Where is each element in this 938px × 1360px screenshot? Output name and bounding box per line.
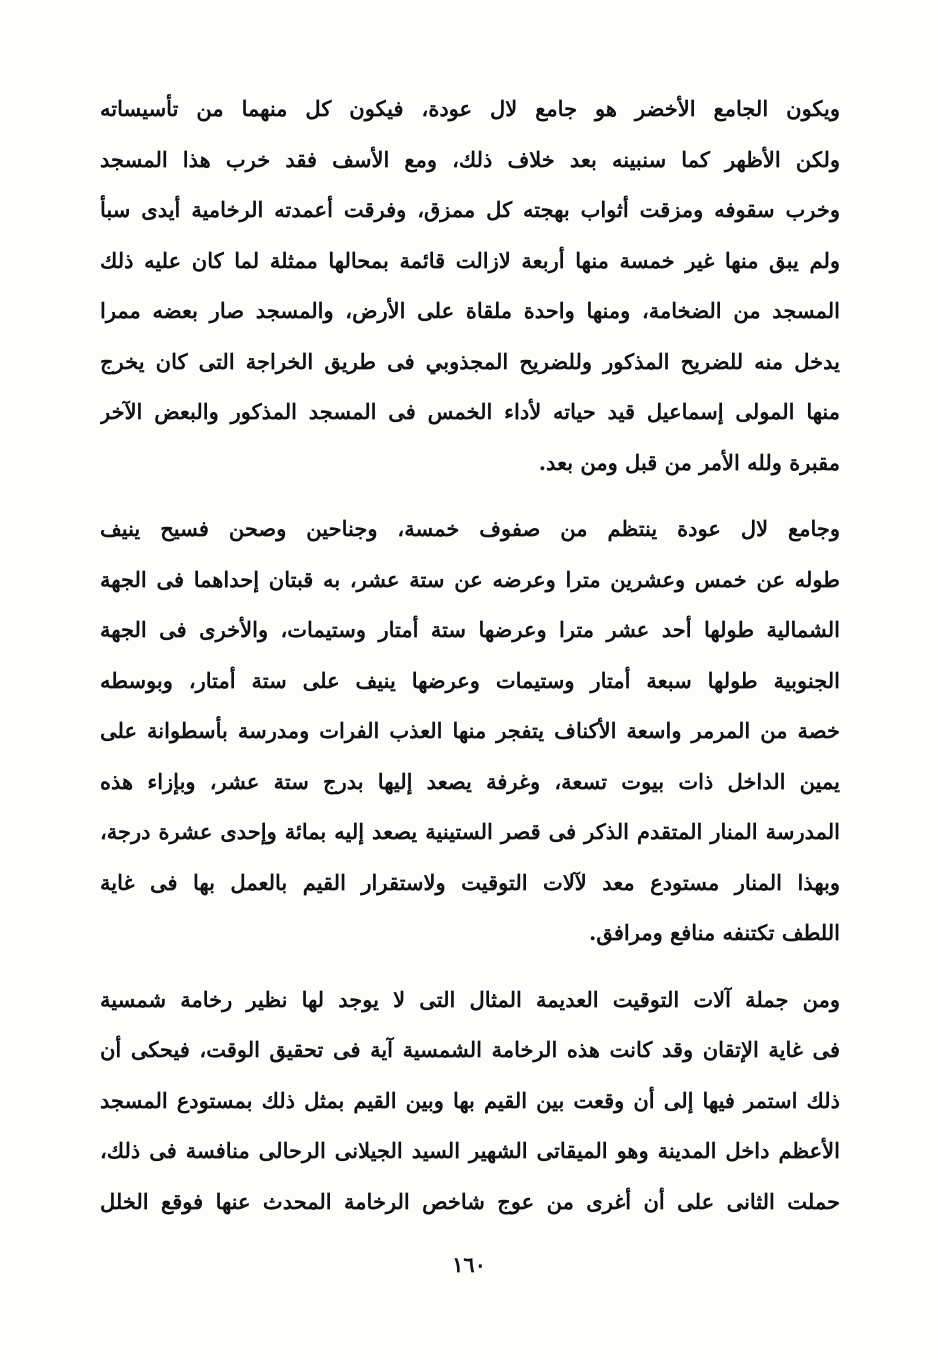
text-line: منها المولى إسماعيل قيد حياته لأداء الخمس فى المسجد المذكور والبعض الآخر bbox=[100, 399, 840, 424]
body-text bbox=[100, 84, 840, 1227]
text-line: وجامع لال عودة ينتظم من صفوف خمسة، وجناحين وصحن فسيح ينيف bbox=[100, 516, 840, 541]
paragraph-3 bbox=[100, 975, 840, 1228]
text-line: المسجد من الضخامة، ومنها واحدة ملقاة على الأرض، والمسجد صار بعضه ممرا bbox=[100, 298, 840, 323]
paragraph-2 bbox=[100, 504, 840, 959]
text-line: الأعظم داخل المدينة وهو الميقاتى الشهير السيد الجيلانى الرحالى منافسة فى ذلك، bbox=[100, 1138, 840, 1163]
text-line: ولكن الأظهر كما سنبينه بعد خلاف ذلك، ومع الأسف فقد خرب هذا المسجد bbox=[100, 146, 840, 172]
text-line: اللطف تكتنفه منافع ومرافق. bbox=[589, 920, 840, 945]
text-line: ومن جملة آلات التوقيت العديمة المثال التى لا يوجد لها نظير رخامة شمسية bbox=[100, 986, 840, 1012]
text-line: المدرسة المنار المتقدم الذكر فى قصر الستينية يصعد إليه بمائة وإحدى عشرة درجة، bbox=[100, 819, 840, 844]
paragraph-1 bbox=[100, 84, 840, 488]
page-number: ١٦٠ bbox=[452, 1252, 486, 1277]
text-line: يدخل منه للضريح المذكور وللضريح المجذوبي فى طريق الخراجة التى كان يخرج bbox=[100, 348, 840, 374]
text-line: طوله عن خمس وعشرين مترا وعرضه عن ستة عشر، به قبتان إحداهما فى الجهة bbox=[100, 566, 840, 592]
paragraph-spacer bbox=[100, 959, 840, 975]
text-line: ذلك استمر فيها إلى أن وقعت بين القيم بها وبين القيم بمثل ذلك بمستودع المسجد bbox=[100, 1087, 840, 1113]
text-line: الجنوبية طولها سبعة أمتار وستيمات وعرضها ينيف على ستة أمتار، وبوسطه bbox=[100, 667, 840, 693]
text-line: وخرب سقوفه ومزقت أثواب بهجته كل ممزق، وفرقت أعمدته الرخامية أيدى سبأ bbox=[100, 197, 840, 222]
text-line: ويكون الجامع الأخضر هو جامع لال عودة، فيكون كل منهما من تأسيساته bbox=[100, 96, 840, 121]
text-line: فى غاية الإتقان وقد كانت هذه الرخامة الشمسية آية فى تحقيق الوقت، فيحكى أن bbox=[100, 1037, 840, 1062]
text-line: حملت الثانى على أن أغرى من عوج شاخص الرخامة المحدث عنها فوقع الخلل bbox=[100, 1188, 840, 1214]
text-line: ولم يبق منها غير خمسة منها أربعة لازالت قائمة بمحالها ممثلة لما كان عليه ذلك bbox=[100, 247, 840, 273]
text-line: وبهذا المنار مستودع معد لآلات التوقيت ولاستقرار القيم بالعمل بها فى غاية bbox=[100, 869, 840, 895]
text-line: مقبرة ولله الأمر من قبل ومن بعد. bbox=[538, 449, 840, 475]
text-line: الشمالية طولها أحد عشر مترا وعرضها ستة أمتار وستيمات، والأخرى فى الجهة bbox=[100, 617, 840, 642]
text-line: خصة من المرمر واسعة الأكناف يتفجر منها العذب الفرات ومدرسة بأسطوانة على bbox=[100, 718, 840, 743]
text-line: يمين الداخل ذات بيوت تسعة، وغرفة يصعد إليها بدرج ستة عشر، وبإزاء هذه bbox=[100, 768, 840, 794]
paragraph-spacer bbox=[100, 488, 840, 504]
